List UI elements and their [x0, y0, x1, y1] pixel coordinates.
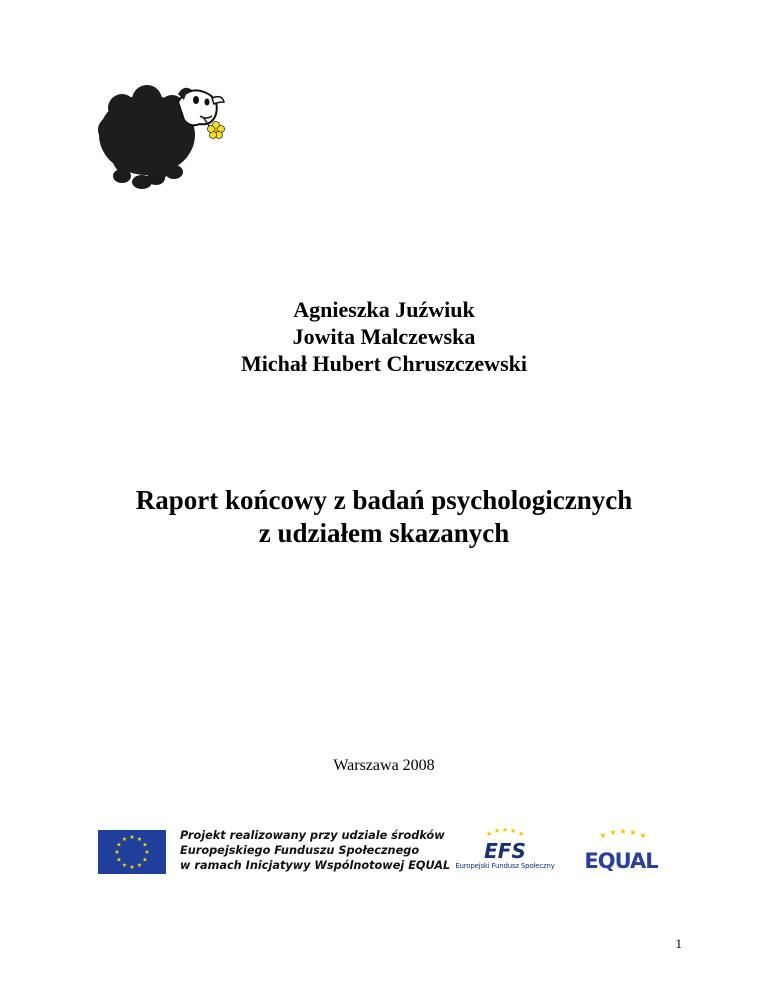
document-title — [0, 484, 768, 550]
svg-text:★: ★ — [136, 862, 143, 869]
eu-flag-logo — [98, 830, 166, 874]
author-name: Agnieszka Juźwiuk — [293, 297, 475, 322]
svg-text:★: ★ — [129, 864, 135, 871]
svg-text:★: ★ — [116, 856, 122, 864]
svg-text:★: ★ — [639, 831, 647, 840]
author-name: Michał Hubert Chruszczewski — [241, 351, 527, 376]
svg-text:★: ★ — [501, 826, 509, 834]
footer-logos — [0, 826, 768, 882]
svg-text:★: ★ — [509, 827, 517, 835]
svg-text:★: ★ — [629, 828, 637, 837]
svg-text:★: ★ — [142, 856, 148, 864]
svg-text:★: ★ — [136, 836, 143, 843]
svg-text:★: ★ — [116, 841, 122, 849]
svg-text:★: ★ — [619, 827, 627, 836]
eu-funding-caption — [180, 828, 450, 873]
svg-text:★: ★ — [129, 834, 135, 841]
svg-text:★: ★ — [121, 836, 128, 843]
authors-block — [0, 296, 768, 377]
caption-line: w ramach Inicjatywy Wspólnotowej EQUAL — [180, 859, 451, 872]
caption-line: Projekt realizowany przy udziale środków — [180, 829, 445, 842]
svg-text:★: ★ — [142, 841, 148, 849]
svg-text:★: ★ — [517, 830, 525, 838]
equal-logo — [573, 826, 669, 876]
author-name: Jowita Malczewska — [292, 324, 476, 349]
svg-text:★: ★ — [144, 849, 150, 856]
black-sheep-illustration — [92, 80, 232, 192]
title-line: z udziałem skazanych — [258, 518, 510, 548]
equal-logo-text: EQUAL — [584, 849, 658, 873]
place-date: Warszawa 2008 — [333, 757, 435, 774]
svg-text:★: ★ — [485, 830, 493, 838]
svg-text:★: ★ — [609, 828, 617, 837]
svg-text:★: ★ — [599, 831, 607, 840]
svg-text:★: ★ — [114, 849, 120, 856]
title-line: Raport końcowy z badań psychologicznych — [135, 485, 633, 515]
efs-logo-text: EFS — [484, 839, 526, 863]
efs-caption: Europejski Fundusz Społeczny — [455, 862, 555, 870]
page-number: 1 — [675, 936, 682, 951]
svg-text:★: ★ — [493, 827, 501, 835]
svg-text:★: ★ — [121, 862, 128, 869]
caption-line: Europejskiego Funduszu Społecznego — [180, 844, 420, 857]
